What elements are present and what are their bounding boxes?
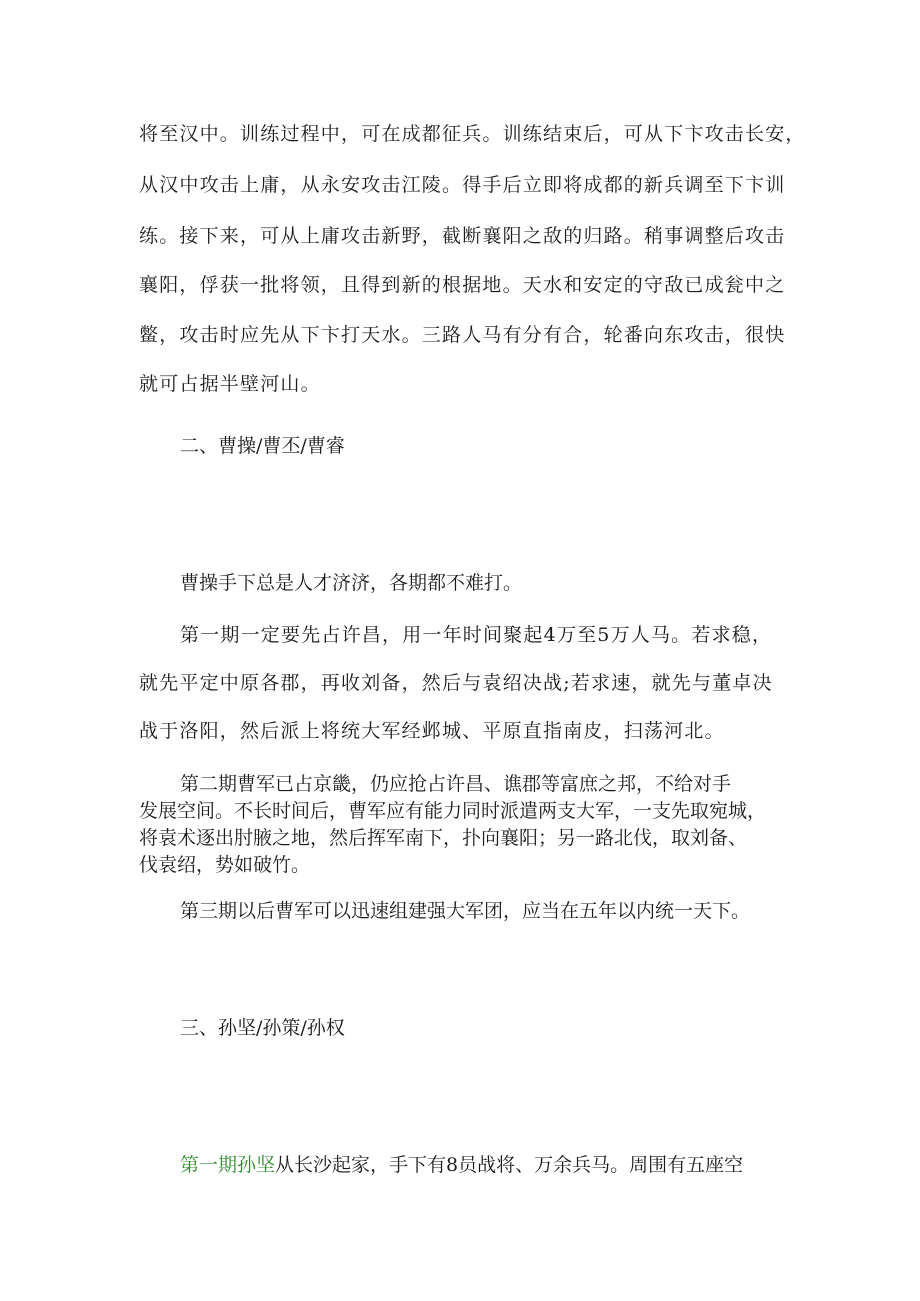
section-heading: 二、曹操/曹丕/曹睿 (180, 435, 345, 457)
paragraph-line: 第一期一定要先占许昌，用一年时间聚起4万至5万人马。若求稳， (180, 624, 773, 646)
paragraph-line: 练。接下来，可从上庸攻击新野，截断襄阳之敌的归路。稍事调整后攻击 (139, 225, 786, 247)
highlighted-text: 第一期孙坚 (180, 1154, 276, 1176)
paragraph-line: 发展空间。不长时间后，曹军应有能力同时派遣两支大军，一支先取宛城， (139, 800, 767, 822)
paragraph-line: 将袁术逐出肘腋之地，然后挥军南下，扑向襄阳；另一路北伐，取刘备、 (139, 827, 748, 849)
paragraph-line: 第二期曹军已占京畿，仍应抢占许昌、谯郡等富庶之邦，不给对手 (180, 773, 732, 795)
paragraph-line: 就可占据半壁河山。 (139, 373, 321, 395)
paragraph-line: 第三期以后曹军可以迅速组建强大军团，应当在五年以内统一天下。 (180, 900, 751, 922)
paragraph-line: 曹操手下总是人才济济，各期都不难打。 (180, 572, 523, 594)
section-heading: 三、孙坚/孙策/孙权 (180, 1017, 345, 1039)
paragraph-line: 战于洛阳，然后派上将统大军经邺城、平原直指南皮，扫荡河北。 (139, 720, 725, 742)
paragraph-line (180, 1153, 820, 1177)
paragraph-line: 襄阳，俘获一批将领，且得到新的根据地。天水和安定的守敌已成瓮中之 (139, 274, 786, 296)
paragraph-line: 鳖，攻击时应先从下卞打天水。三路人马有分有合，轮番向东攻击，很快 (139, 324, 786, 346)
paragraph-text: 从长沙起家，手下有8员战将、万余兵马。周围有五座空 (275, 1154, 744, 1176)
paragraph-line: 从汉中攻击上庸，从永安攻击江陵。得手后立即将成都的新兵调至下卞训 (139, 174, 786, 196)
paragraph-line: 伐袁绍，势如破竹。 (139, 854, 311, 876)
paragraph-line: 就先平定中原各郡，再收刘备，然后与袁绍决战;若求速，就先与董卓决 (139, 672, 773, 694)
paragraph-line: 将至汉中。训练过程中，可在成都征兵。训练结束后，可从下卞攻击长安， (139, 123, 806, 145)
